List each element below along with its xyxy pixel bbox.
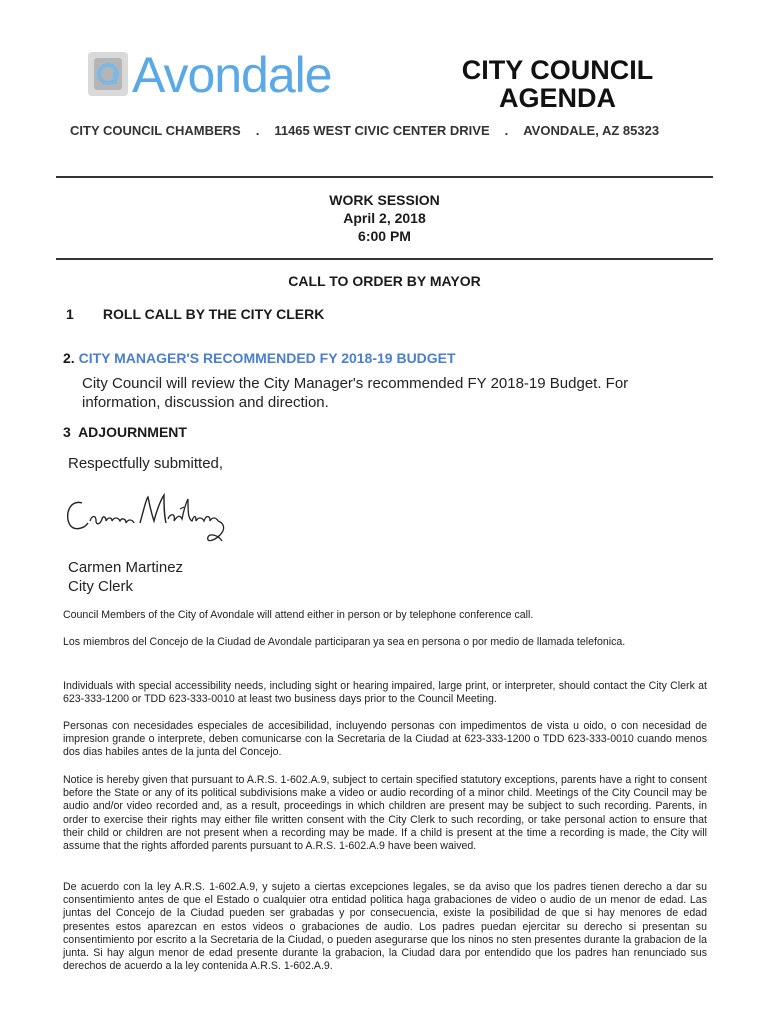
notice-recording-en: Notice is hereby given that pursuant to A.R.S. 1-602.A.9, subject to certain specified statutory exceptions, parents have a right to consent before the State or any of its political subdivisions make a video or audio recording of a minor child. Meetings of the City Council may be audio and/or video recorded and, as a result, proceedings in which children are present may be subject to such recording. Parents, in order to exercise their rights may either file written consent with the City Clerk to such recording, or take personal action to ensure that their child or children are not present when a recording may be made. If a child is present at the time a recording is made, the City will assume that the rights afforded parents pursuant to A.R.S. 1-602.A.9 have been waived. bbox=[63, 774, 707, 853]
svg-text:Avondale: Avondale bbox=[132, 47, 332, 103]
session-type: WORK SESSION bbox=[329, 192, 440, 208]
agenda-title-line2: AGENDA bbox=[498, 83, 616, 113]
agenda-title-line1: CITY COUNCIL bbox=[461, 55, 654, 85]
item-number: 2. bbox=[63, 350, 75, 366]
agenda-item-1 bbox=[66, 306, 324, 322]
address-street: 11465 WEST CIVIC CENTER DRIVE bbox=[274, 123, 490, 138]
item-title: ROLL CALL BY THE CITY CLERK bbox=[102, 306, 325, 322]
avondale-logo bbox=[86, 46, 376, 104]
session-date: April 2, 2018 bbox=[343, 210, 426, 226]
address-separator: . bbox=[255, 123, 260, 138]
item-title-link[interactable]: CITY MANAGER'S RECOMMENDED FY 2018-19 BUDGET bbox=[78, 350, 456, 366]
agenda-item-3 bbox=[63, 424, 187, 440]
notice-recording-es: De acuerdo con la ley A.R.S. 1-602.A.9, y sujeto a ciertas excepciones legales, se da aviso que los padres tienen derecho a dar su consentimiento antes de que el Estado o cualquier otra entidad politica haga grabaciones de video o audio de un menor de edad. Las juntas del Concejo de la Ciudad pueden ser grabadas y por consecuencia, existe la posibilidad de que si hay menores de edad presentes estos aparezcan en estos videos o grabaciones de audio. Los padres puedan ejercitar su derecho si presentan su consentimiento por escrito a la Secretaria de la Ciudad, o pueden asegurarse que los ninos no sten presentes durante la grabacion de la junta. Si hay algun menor de edad presente durante la grabacion, la Ciudad dara por entendido que los padres han renunciado sus derechos de acuerdo a la ley contenida A.R.S. 1-602.A.9. bbox=[63, 881, 707, 973]
notice-attendance-en: Council Members of the City of Avondale will attend either in person or by telephone conference call. bbox=[63, 609, 534, 621]
item-title: ADJOURNMENT bbox=[78, 424, 187, 440]
address-separator: . bbox=[504, 123, 509, 138]
notice-accessibility-es: Personas con necesidades especiales de accesibilidad, incluyendo personas con impedimentos de vista u oido, o con necesidad de impresion grande o interprete, deben comunicarse con la Secretaria de la Ciudad at 623-333-1200 o TDD 623-333-0010 cuando menos dos dias habiles antes de la junta del Concejo. bbox=[63, 720, 707, 759]
call-to-order: CALL TO ORDER BY MAYOR bbox=[288, 273, 481, 289]
signer-title: City Clerk bbox=[68, 578, 134, 595]
item-description: City Council will review the City Manager's recommended FY 2018-19 Budget. For information, discussion and direction. bbox=[82, 375, 629, 411]
session-block bbox=[56, 191, 713, 245]
address-chambers: CITY COUNCIL CHAMBERS bbox=[70, 123, 241, 138]
item-number: 1 bbox=[66, 306, 74, 322]
handwritten-signature bbox=[60, 485, 240, 555]
item-number: 3 bbox=[63, 424, 71, 440]
notice-attendance-es: Los miembros del Concejo de la Ciudad de Avondale participaran ya sea en persona o por medio de llamada telefonica. bbox=[63, 636, 626, 648]
avondale-logo-graphic bbox=[86, 46, 376, 104]
divider-top bbox=[56, 176, 713, 178]
respectfully-submitted: Respectfully submitted, bbox=[68, 455, 224, 472]
notice-accessibility-en: Individuals with special accessibility needs, including sight or hearing impaired, large print, or interpreter, should contact the City Clerk at 623-333-1200 or TDD 623-333-0010 at least two business days prior to the Council Meeting. bbox=[63, 680, 707, 706]
divider-bottom bbox=[56, 258, 713, 260]
signer-name: Carmen Martinez bbox=[68, 559, 184, 576]
session-time: 6:00 PM bbox=[358, 228, 411, 244]
address-line bbox=[70, 123, 710, 138]
signature bbox=[60, 485, 240, 555]
agenda-item-2 bbox=[63, 350, 456, 366]
address-city: AVONDALE, AZ 85323 bbox=[523, 123, 660, 138]
agenda-title bbox=[430, 56, 685, 112]
